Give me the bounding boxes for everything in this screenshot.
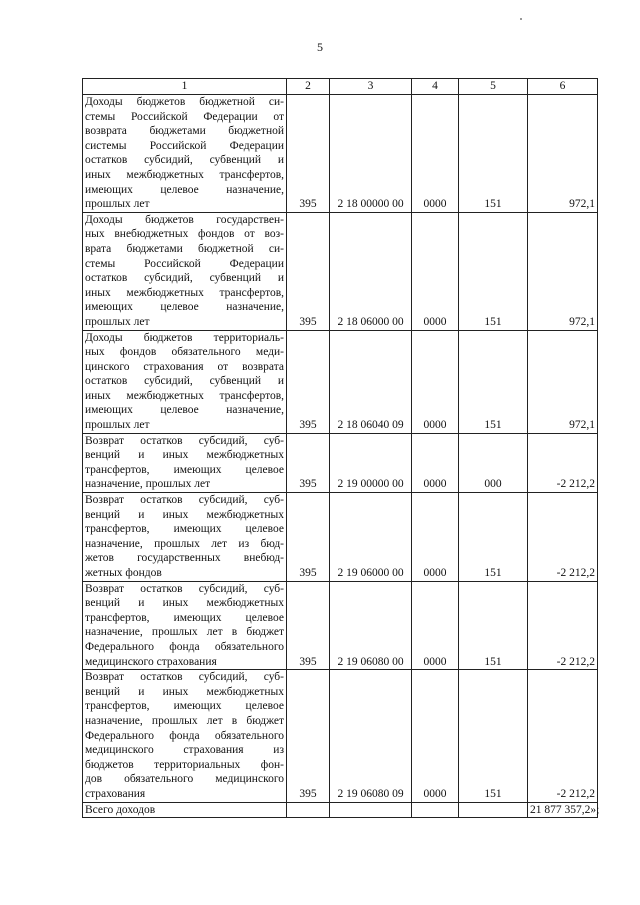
econ-code: 151 bbox=[459, 212, 528, 330]
description-line: трансфертов, имеющих целевое bbox=[85, 611, 284, 624]
description-line: Федерального фонда обязательного bbox=[85, 640, 284, 653]
description-line: Доходы бюджетов государствен- bbox=[85, 213, 284, 226]
description-line: имеющих целевое назначение, bbox=[85, 404, 284, 417]
description-line: назначение, прошлых лет из бюд- bbox=[85, 537, 284, 550]
description-line: Возврат остатков субсидий, суб- bbox=[85, 671, 284, 684]
econ-code: 000 bbox=[459, 433, 528, 492]
description-line: стемы Российской Федерации bbox=[85, 257, 284, 270]
description-line: жетных фондов bbox=[85, 567, 162, 579]
amount: 972,1 bbox=[528, 95, 598, 213]
empty-cell bbox=[412, 802, 459, 818]
description-line: цинского страхования от возврата bbox=[85, 360, 284, 373]
description-line: остатков субсидий, субвенций и bbox=[85, 375, 284, 388]
description-line: иных межбюджетных трансфертов, bbox=[85, 286, 284, 299]
description-line: прошлых лет bbox=[85, 419, 150, 432]
admin-code: 395 bbox=[287, 581, 330, 670]
description-line: Возврат остатков субсидий, суб- bbox=[85, 494, 284, 507]
table-row bbox=[83, 670, 598, 802]
header-cell-4: 4 bbox=[412, 79, 459, 95]
description-line: прошлых лет bbox=[85, 315, 150, 328]
description-line: венций и иных межбюджетных bbox=[85, 685, 284, 698]
total-label: Всего доходов bbox=[83, 802, 287, 818]
amount: -2 212,2 bbox=[528, 670, 598, 802]
total-amount: 21 877 357,2»; bbox=[528, 802, 598, 818]
econ-code: 151 bbox=[459, 493, 528, 582]
revenue-description bbox=[83, 433, 287, 492]
description-line: трансфертов, имеющих целевое bbox=[85, 700, 284, 713]
description-line: имеющих целевое назначение, bbox=[85, 183, 284, 196]
program-code: 0000 bbox=[412, 493, 459, 582]
revenue-description bbox=[83, 493, 287, 582]
description-line: Федерального фонда обязательного bbox=[85, 729, 284, 742]
empty-cell bbox=[330, 802, 412, 818]
program-code: 0000 bbox=[412, 95, 459, 213]
program-code: 0000 bbox=[412, 581, 459, 670]
description-line: ных внебюджетных фондов от воз- bbox=[85, 228, 284, 241]
revenue-table bbox=[82, 78, 598, 818]
amount: -2 212,2 bbox=[528, 493, 598, 582]
description-line: дов обязательного медицинского bbox=[85, 773, 284, 786]
description-line: остатков субсидий, субвенций и bbox=[85, 272, 284, 285]
description-line: имеющих целевое назначение, bbox=[85, 301, 284, 314]
description-line: остатков субсидий, субвенций и bbox=[85, 154, 284, 167]
admin-code: 395 bbox=[287, 95, 330, 213]
description-line: Доходы бюджетов бюджетной си- bbox=[85, 96, 284, 108]
admin-code: 395 bbox=[287, 212, 330, 330]
description-line: венций и иных межбюджетных bbox=[85, 597, 284, 610]
revenue-description bbox=[83, 330, 287, 433]
description-line: ных фондов обязательного меди- bbox=[85, 346, 284, 359]
description-line: назначение, прошлых лет в бюджет bbox=[85, 626, 284, 639]
econ-code: 151 bbox=[459, 330, 528, 433]
description-line: бюджетов территориальных фон- bbox=[85, 758, 284, 771]
program-code: 0000 bbox=[412, 330, 459, 433]
description-line: страхования bbox=[85, 787, 146, 800]
empty-cell bbox=[459, 802, 528, 818]
table-row bbox=[83, 433, 598, 492]
description-line: прошлых лет bbox=[85, 198, 150, 211]
revenue-code: 2 18 06040 09 bbox=[330, 330, 412, 433]
description-line: назначение, прошлых лет bbox=[85, 478, 211, 491]
program-code: 0000 bbox=[412, 212, 459, 330]
description-line: венций и иных межбюджетных bbox=[85, 449, 284, 462]
description-line: медицинского страхования bbox=[85, 655, 217, 668]
revenue-code: 2 19 06080 00 bbox=[330, 581, 412, 670]
total-row bbox=[83, 802, 598, 818]
revenue-description bbox=[83, 670, 287, 802]
table-row bbox=[83, 493, 598, 582]
header-cell-2: 2 bbox=[287, 79, 330, 95]
revenue-code: 2 18 06000 00 bbox=[330, 212, 412, 330]
description-line: Возврат остатков субсидий, суб- bbox=[85, 434, 284, 447]
description-line: стемы Российской Федерации от bbox=[85, 110, 284, 123]
header-cell-6: 6 bbox=[528, 79, 598, 95]
description-line: врата бюджетами бюджетной си- bbox=[85, 242, 284, 255]
header-cell-5: 5 bbox=[459, 79, 528, 95]
description-line: трансфертов, имеющих целевое bbox=[85, 463, 284, 476]
amount: -2 212,2 bbox=[528, 581, 598, 670]
admin-code: 395 bbox=[287, 670, 330, 802]
description-line: назначение, прошлых лет в бюджет bbox=[85, 714, 284, 727]
header-cell-3: 3 bbox=[330, 79, 412, 95]
program-code: 0000 bbox=[412, 670, 459, 802]
table-row bbox=[83, 581, 598, 670]
description-line: Возврат остатков субсидий, суб- bbox=[85, 582, 284, 595]
table-row bbox=[83, 330, 598, 433]
description-line: жетов государственных внебюд- bbox=[85, 552, 284, 565]
admin-code: 395 bbox=[287, 433, 330, 492]
revenue-description bbox=[83, 95, 287, 213]
description-line: венций и иных межбюджетных bbox=[85, 508, 284, 521]
admin-code: 395 bbox=[287, 493, 330, 582]
revenue-description bbox=[83, 581, 287, 670]
description-line: медицинского страхования из bbox=[85, 744, 284, 757]
revenue-code: 2 18 00000 00 bbox=[330, 95, 412, 213]
econ-code: 151 bbox=[459, 670, 528, 802]
revenue-code: 2 19 06000 00 bbox=[330, 493, 412, 582]
description-line: возврата бюджетами бюджетной bbox=[85, 125, 284, 138]
econ-code: 151 bbox=[459, 581, 528, 670]
table-row bbox=[83, 95, 598, 213]
scan-speck bbox=[520, 18, 522, 20]
revenue-code: 2 19 00000 00 bbox=[330, 433, 412, 492]
description-line: трансфертов, имеющих целевое bbox=[85, 523, 284, 536]
header-row bbox=[83, 79, 598, 95]
description-line: иных межбюджетных трансфертов, bbox=[85, 168, 284, 181]
description-line: иных межбюджетных трансфертов, bbox=[85, 389, 284, 402]
amount: -2 212,2 bbox=[528, 433, 598, 492]
description-line: Доходы бюджетов территориаль- bbox=[85, 331, 284, 344]
description-line: системы Российской Федерации bbox=[85, 139, 284, 152]
program-code: 0000 bbox=[412, 433, 459, 492]
empty-cell bbox=[287, 802, 330, 818]
header-cell-1: 1 bbox=[83, 79, 287, 95]
amount: 972,1 bbox=[528, 330, 598, 433]
econ-code: 151 bbox=[459, 95, 528, 213]
amount: 972,1 bbox=[528, 212, 598, 330]
page-number: 5 bbox=[317, 40, 323, 54]
table-row bbox=[83, 212, 598, 330]
revenue-description bbox=[83, 212, 287, 330]
admin-code: 395 bbox=[287, 330, 330, 433]
revenue-code: 2 19 06080 09 bbox=[330, 670, 412, 802]
